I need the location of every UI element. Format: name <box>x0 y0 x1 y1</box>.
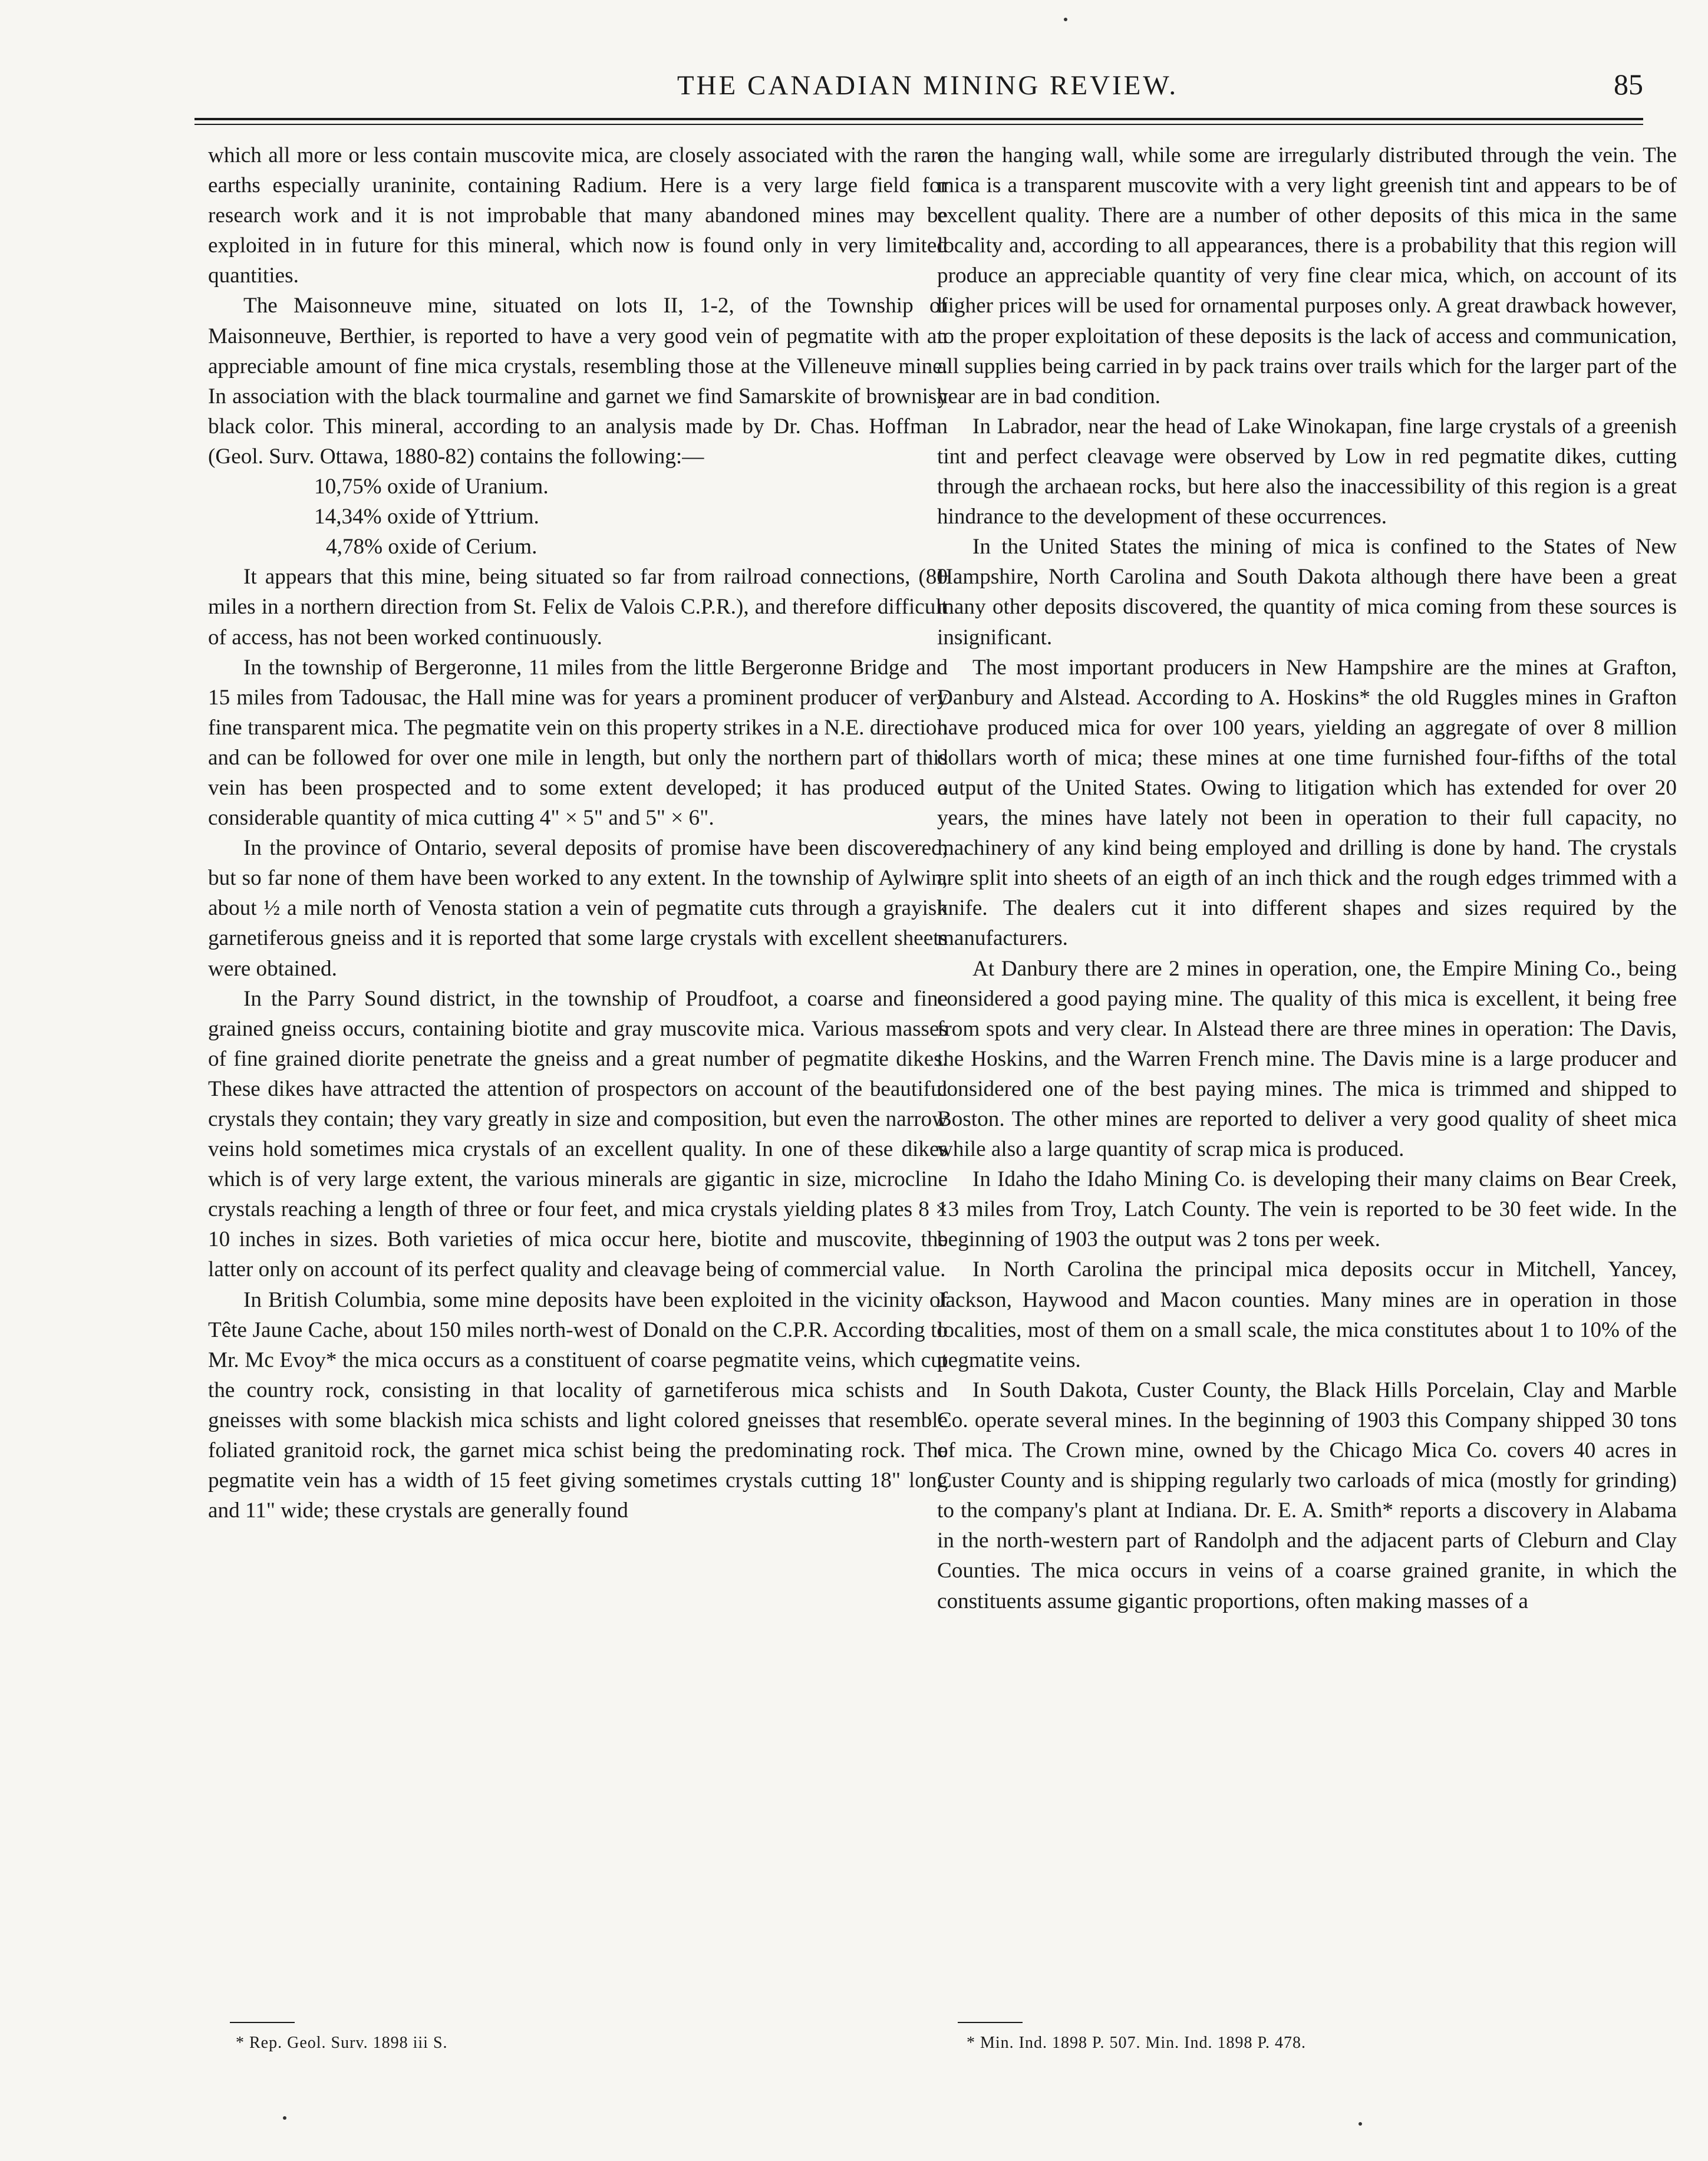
right-paragraph-5: At Danbury there are 2 mines in operation, one, the Empire Mining Co., being considered a good paying mine. The quality of this mica is excellent, it being free from spots and very clear. In Alstead there are three mines in operation: The Davis, the Hoskins, and the Warren French mine. The Davis mine is a large producer and considered one of the best paying mines. The mica is trimmed and shipped to Boston. The other mines are reported to deliver a very good quality of sheet mica while also a large quantity of scrap mica is produced. <box>937 956 1677 1162</box>
oxide-yttrium: 14,34% oxide of Yttrium. <box>314 505 539 529</box>
left-paragraph-2: The Maisonneuve mine, situated on lots II, 1-2, of the Township of Maisonneuve, Berthier, is reported to have a very good vein of pegmatite with an appreciable amount of fine mica crystals, resembling those at the Villeneuve mine. In association with the black tourmaline and garnet we find Samarskite of brownish black color. This mineral, according to an analysis made by Dr. Chas. Hoffman (Geol. Surv. Ottawa, 1880-82) contains the following:— <box>208 294 948 469</box>
print-speck <box>1359 2122 1362 2126</box>
left-paragraph-3: It appears that this mine, being situated so far from railroad connections, (80 miles in a northern direction from St. Felix de Valois C.P.R.), and therefore difficult of access, has not been worked continuously. <box>208 565 948 650</box>
header-rule-thick <box>194 118 1643 120</box>
header-rule-thin <box>194 124 1643 125</box>
footnote-right: * Min. Ind. 1898 P. 507. Min. Ind. 1898 P. 478. <box>967 2034 1306 2052</box>
print-speck <box>283 2116 286 2120</box>
right-column <box>937 140 1677 1616</box>
oxide-list <box>314 472 948 562</box>
right-paragraph-3: In the United States the mining of mica is confined to the States of New Hampshire, North Carolina and South Dakota although there have been a great many other deposits discovered, the quantity of mica coming from these sources is insignificant. <box>937 535 1677 650</box>
footnote-rule-left <box>230 2022 295 2023</box>
right-paragraph-6: In Idaho the Idaho Mining Co. is developing their many claims on Bear Creek, 13 miles from Troy, Latch County. The vein is reported to be 30 feet wide. In the beginning of 1903 the output was 2 tons per week. <box>937 1167 1677 1252</box>
journal-title: THE CANADIAN MINING REVIEW. <box>677 70 1179 101</box>
footnote-left: * Rep. Geol. Surv. 1898 iii S. <box>236 2034 448 2052</box>
left-paragraph-1: which all more or less contain muscovite mica, are closely associated with the rare earths especially uraninite, containing Radium. Here is a very large field for research work and it is not improbable that many abandoned mines may be exploited in in future for this mineral, which now is found only in very limited quantities. <box>208 143 948 288</box>
left-paragraph-6: In the Parry Sound district, in the township of Proudfoot, a coarse and fine grained gneiss occurs, containing biotite and gray muscovite mica. Various masses of fine grained diorite penetrate the gneiss and a great number of pegmatite dikes. These dikes have attracted the attention of prospectors on account of the beautiful crystals they contain; they vary greatly in size and composition, but even the narrow veins hold sometimes mica crystals of an excellent quality. In one of these dikes which is of very large extent, the various minerals are gigantic in size, microcline crystals reaching a length of three or four feet, and mica crystals yielding plates 8 × 10 inches in sizes. Both varieties of mica occur here, biotite and muscovite, the latter only on account of its perfect quality and cleavage being of commercial value. <box>208 986 948 1282</box>
print-speck <box>1064 18 1067 21</box>
running-header <box>212 65 1643 112</box>
left-paragraph-4: In the township of Bergeronne, 11 miles from the little Bergeronne Bridge and 15 miles from Tadousac, the Hall mine was for years a prominent producer of very fine transparent mica. The pegmatite vein on this property strikes in a N.E. direction and can be followed for over one mile in length, but only the northern part of this vein has been prospected and to some extent developed; it has produced a considerable quantity of mica cutting 4" × 5" and 5" × 6". <box>208 655 948 831</box>
right-paragraph-7: In North Carolina the principal mica deposits occur in Mitchell, Yancey, Jackson, Haywood and Macon counties. Many mines are in operation in those localities, most of them on a small scale, the mica constitutes about 1 to 10% of the pegmatite veins. <box>937 1257 1677 1372</box>
oxide-cerium: 4,78% oxide of Cerium. <box>326 535 538 559</box>
page-number: 85 <box>1614 68 1643 101</box>
right-paragraph-8: In South Dakota, Custer County, the Black Hills Porcelain, Clay and Marble Co. operate several mines. In the beginning of 1903 this Company shipped 30 tons of mica. The Crown mine, owned by the Chicago Mica Co. covers 40 acres in Custer County and is shipping regularly two carloads of mica (mostly for grinding) to the company's plant at Indiana. Dr. E. A. Smith* reports a discovery in Alabama in the north-western part of Randolph and the adjacent parts of Cleburn and Clay Counties. The mica occurs in veins of a coarse grained granite, in which the constituents assume gigantic proportions, often making masses of a <box>937 1378 1677 1613</box>
right-paragraph-4: The most important producers in New Hampshire are the mines at Grafton, Danbury and Alstead. According to A. Hoskins* the old Ruggles mines in Grafton have produced mica for over 100 years, yielding an aggregate of over 8 million dollars worth of mica; these mines at one time furnished four-fifths of the total output of the United States. Owing to litigation which has extended for over 20 years, the mines have lately not been in operation to their full capacity, no machinery of any kind being employed and drilling is done by hand. The crystals are split into sheets of an eigth of an inch thick and the rough edges trimmed with a knife. The dealers cut it into different shapes and sizes required by the manufacturers. <box>937 655 1677 951</box>
left-column <box>208 140 948 1526</box>
left-paragraph-7: In British Columbia, some mine deposits have been exploited in the vicinity of Tête Jaune Cache, about 150 miles north-west of Donald on the C.P.R. According to Mr. Mc Evoy* the mica occurs as a constituent of coarse pegmatite veins, which cut the country rock, consisting in that locality of garnetiferous mica schists and gneisses with some blackish mica schists and light colored gneisses that resemble foliated granitoid rock, the garnet mica schist being the predominating rock. The pegmatite vein has a width of 15 feet giving sometimes crystals cutting 18" long and 11" wide; these crystals are generally found <box>208 1287 948 1523</box>
footnote-rule-right <box>958 2022 1023 2023</box>
left-paragraph-5: In the province of Ontario, several deposits of promise have been discovered, but so far none of them have been worked to any extent. In the township of Aylwin, about ½ a mile north of Venosta station a vein of pegmatite cuts through a grayish garnetiferous gneiss and it is reported that some large crystals with excellent sheets were obtained. <box>208 836 948 981</box>
right-paragraph-2: In Labrador, near the head of Lake Winokapan, fine large crystals of a greenish tint and perfect cleavage were observed by Low in red pegmatite dikes, cutting through the archaean rocks, but here also the inaccessibility of this region is a great hindrance to the development of these occurrences. <box>937 414 1677 529</box>
right-paragraph-1: on the hanging wall, while some are irregularly distributed through the vein. The mica is a transparent muscovite with a very light greenish tint and appears to be of excellent quality. There are a number of other deposits of this mica in the same locality and, according to all appearances, there is a probability that this region will produce an appreciable quantity of very fine clear mica, which, on account of its higher prices will be used for ornamental purposes only. A great drawback however, to the proper exploitation of these deposits is the lack of access and communication, all supplies being carried in by pack trains over trails which for the larger part of the year are in bad condition. <box>937 143 1677 409</box>
oxide-uranium: 10,75% oxide of Uranium. <box>314 475 549 499</box>
